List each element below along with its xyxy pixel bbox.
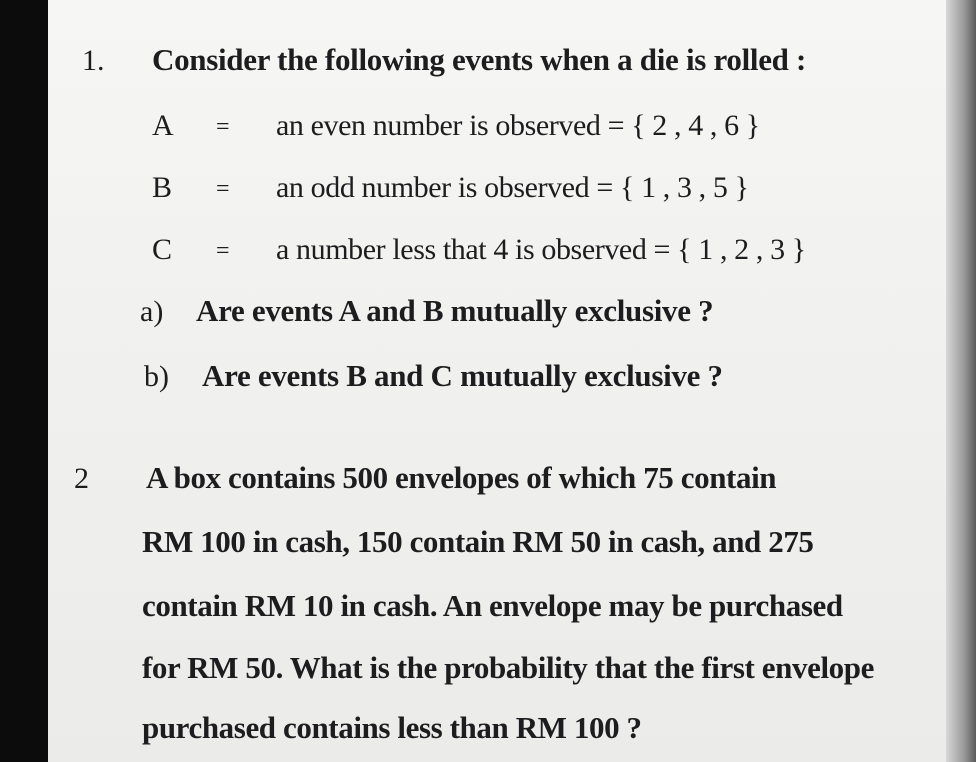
event-b-equals: = [216, 176, 230, 202]
part-a-label: a) [140, 295, 164, 328]
event-b-definition: an odd number is observed = { 1 , 3 , 5 } [276, 171, 749, 204]
event-c-definition: a number less that 4 is observed = { 1 , 2 , 3 } [276, 233, 806, 266]
part-b-label: b) [144, 360, 169, 393]
question-2-line-5: purchased contains less than RM 100 ? [142, 710, 642, 745]
event-a-label: A [152, 109, 174, 142]
event-a-definition: an even number is observed = { 2 , 4 , 6 } [276, 109, 760, 142]
question-1-number: 1. [82, 44, 105, 77]
question-2-line-4: for RM 50. What is the probability that the first envelope [142, 650, 874, 685]
event-c-label: C [152, 233, 173, 266]
event-a-equals: = [216, 114, 230, 140]
event-c-equals: = [216, 238, 230, 264]
part-b-question: Are events B and C mutually exclusive ? [202, 358, 723, 393]
question-2-number: 2 [74, 462, 89, 495]
document-page [48, 0, 946, 762]
left-dark-border [0, 0, 48, 762]
question-2-line-3: contain RM 10 in cash. An envelope may be purchased [142, 588, 843, 623]
event-b-label: B [152, 171, 173, 204]
right-page-edge [946, 0, 976, 762]
question-2-line-1: A box contains 500 envelopes of which 75 contain [146, 460, 777, 495]
part-a-question: Are events A and B mutually exclusive ? [196, 293, 714, 328]
question-2-line-2: RM 100 in cash, 150 contain RM 50 in cash, and 275 [142, 524, 814, 559]
question-1-prompt: Consider the following events when a die is rolled : [152, 42, 807, 77]
